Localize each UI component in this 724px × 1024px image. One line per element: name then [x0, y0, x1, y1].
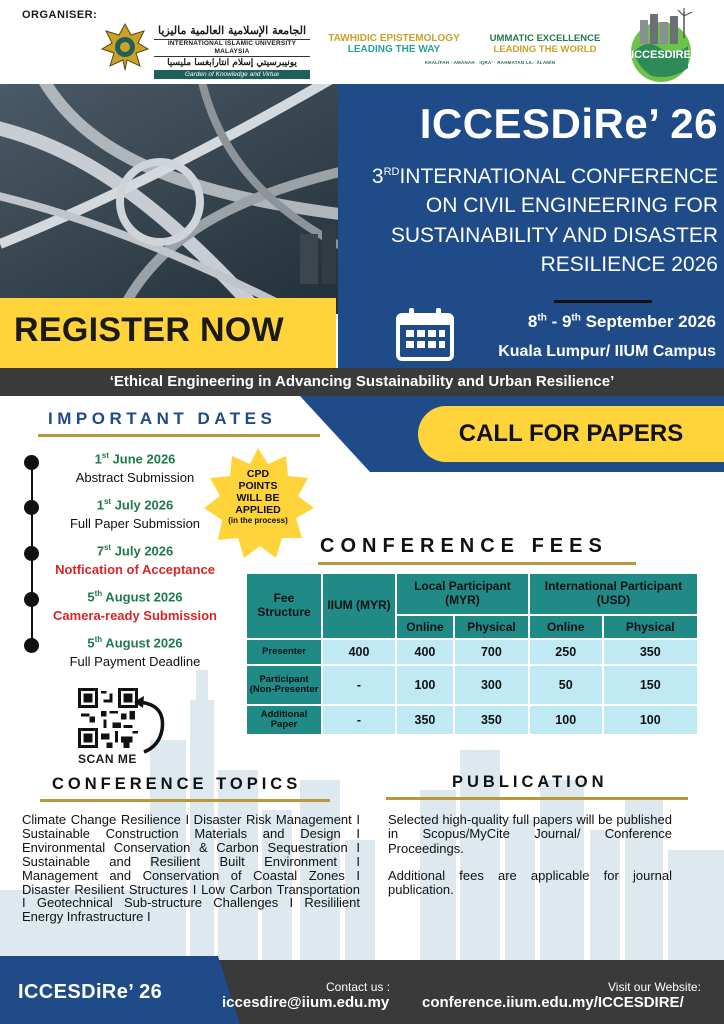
conference-topics-text: Climate Change Resilience I Disaster Risk Management I Sustainable Construction Materials and Design I Environmental Conservation & Carbon Sequestration I Sustainable and Resilient Built Environment I Management and Conservation of Coastal Zones I Disaster Resilient Structures I Low Carbon Transportation I Geotechnical Sub-structure Challenges I Resililient Energy Infrastructure I [22, 812, 360, 925]
important-dates-title: IMPORTANT DATES [48, 409, 277, 428]
date-day: 1 [96, 497, 104, 513]
ordinal-suffix: RD [383, 166, 400, 178]
cell-intl-online: 50 [530, 666, 602, 704]
date-rest: August 2026 [102, 635, 183, 651]
header-fee-structure: Fee Structure [247, 574, 321, 638]
row-label: Presenter [247, 640, 321, 664]
timeline-dot [24, 455, 39, 470]
tagline-tawhidic [320, 33, 468, 55]
call-for-papers-label[interactable]: CALL FOR PAPERS [458, 420, 684, 447]
cell-local-online: 100 [397, 666, 453, 704]
contact-email-link[interactable]: iccesdire@iium.edu.my [222, 994, 390, 1011]
date-rest: July 2026 [111, 497, 174, 513]
table-row [247, 666, 697, 704]
scan-me-label: SCAN ME [78, 752, 137, 766]
tagline-tawhidic-bottom: LEADING THE WAY [347, 44, 441, 55]
tagline-ummatic-top: UMMATIC EXCELLENCE [489, 33, 601, 44]
cell-iium: - [323, 706, 395, 734]
cpd-line-4: APPLIED [235, 504, 281, 517]
conference-fees-underline [318, 562, 636, 565]
cpd-line-3: WILL BE [236, 492, 280, 505]
fees-header-row [247, 574, 697, 614]
timeline-dot [24, 638, 39, 653]
timeline-desc: Full Payment Deadline [69, 654, 201, 669]
subtitle-line-2: ON CIVIL ENGINEERING FOR [425, 194, 718, 218]
cell-local-physical: 300 [455, 666, 528, 704]
cell-iium: - [323, 666, 395, 704]
important-dates-underline [38, 434, 320, 437]
header-iium: IIUM (MYR) [323, 574, 395, 638]
tagline-ummatic-bottom: LEADING THE WORLD [493, 44, 597, 55]
cpd-note: (in the process) [228, 516, 288, 526]
date-day: 7 [96, 543, 104, 559]
timeline-desc: Camera-ready Submission [52, 608, 217, 623]
header-international: International Participant (USD) [530, 574, 697, 614]
conference-theme: ‘Ethical Engineering in Advancing Sustainability and Urban Resilience’ [109, 373, 615, 390]
row-label: Additional Paper [247, 706, 321, 734]
row-label: Participant (Non-Presenter [247, 666, 321, 704]
cell-intl-online: 100 [530, 706, 602, 734]
cell-intl-physical: 150 [604, 666, 697, 704]
iium-tagline: Garden of Knowledge and Virtue [154, 70, 310, 79]
header-local: Local Participant (MYR) [397, 574, 528, 614]
qr-code[interactable] [78, 688, 138, 748]
register-now-button[interactable]: REGISTER NOW [14, 311, 284, 349]
subheader-online: Online [397, 616, 453, 638]
subtitle-line-4: RESILIENCE 2026 [540, 253, 718, 277]
date-rest: July 2026 [111, 543, 174, 559]
date-end-suffix: th [571, 312, 581, 324]
tagline-tawhidic-top: TAWHIDIC EPISTEMOLOGY [328, 33, 460, 44]
cpd-label [212, 468, 304, 525]
cell-iium: 400 [323, 640, 395, 664]
cell-intl-physical: 350 [604, 640, 697, 664]
cpd-line-1: CPD [246, 468, 270, 480]
publication-title: PUBLICATION [452, 773, 608, 791]
conference-subtitle [340, 162, 718, 280]
ordinal-number: 3 [371, 165, 384, 188]
contact-label: Contact us : [326, 980, 391, 994]
conference-title: ICCESDiRe’ 26 [419, 100, 718, 147]
conference-venue: Kuala Lumpur/ IIUM Campus [498, 343, 716, 360]
footer-brand: ICCESDiRe’ 26 [18, 981, 163, 1003]
cell-local-physical: 700 [455, 640, 528, 664]
timeline-date [40, 589, 230, 604]
date-day: 5 [87, 589, 95, 605]
conference-topics-title: CONFERENCE TOPICS [52, 775, 302, 793]
subheader-physical: Physical [455, 616, 528, 638]
iium-jawi-name: يونيبرسيتي إسلام انتارابغسا مليسيا [167, 58, 297, 68]
timeline-dot [24, 546, 39, 561]
iium-arabic-name: الجامعة الإسلامية العالمية ماليزيا [157, 24, 307, 37]
date-suffix: st [103, 543, 112, 552]
iium-english-name: INTERNATIONAL ISLAMIC UNIVERSITY MALAYSIA [154, 39, 310, 57]
date-end-day: - 9 [546, 312, 572, 331]
timeline-desc: Full Paper Submission [69, 516, 201, 531]
date-month-year: September 2026 [580, 312, 716, 331]
title-divider [554, 300, 652, 303]
conference-fees-title: CONFERENCE FEES [320, 535, 608, 557]
tagline-ummatic [470, 33, 620, 55]
date-start-suffix: th [537, 312, 547, 324]
iccesdire-logo-text: ICCESDIRE [631, 49, 691, 61]
organiser-label: ORGANISER: [22, 9, 98, 21]
subtitle-line-1: INTERNATIONAL CONFERENCE [399, 165, 718, 188]
iium-emblem-icon [100, 22, 150, 72]
iium-logo [100, 18, 310, 84]
cell-local-physical: 350 [455, 706, 528, 734]
cell-local-online: 350 [397, 706, 453, 734]
cell-local-online: 400 [397, 640, 453, 664]
date-rest: August 2026 [102, 589, 183, 605]
cell-intl-online: 250 [530, 640, 602, 664]
timeline-desc: Abstract Submission [75, 470, 195, 485]
tagline-values: KHALĪFAH · AMĀNAH · IQRA' · RAHMATAN LIL-ʿĀLAMĪN [424, 60, 556, 65]
date-day: 5 [87, 635, 95, 651]
date-suffix: st [101, 451, 109, 460]
table-row [247, 706, 697, 734]
conference-dates [440, 312, 716, 332]
website-link[interactable]: conference.iium.edu.my/ICCESDIRE/ [422, 994, 684, 1011]
timeline-dot [24, 500, 39, 515]
subheader-physical: Physical [604, 616, 697, 638]
website-label: Visit our Website: [608, 980, 701, 994]
table-row [247, 640, 697, 664]
date-suffix: th [94, 635, 103, 644]
date-suffix: st [103, 497, 112, 506]
publication-underline [386, 797, 688, 800]
date-suffix: th [94, 589, 103, 598]
date-day: 1 [94, 451, 102, 467]
publication-text: Selected high-quality full papers will be published in Scopus/MyCite Journal/ Conference Proceedings. [388, 812, 672, 856]
date-start-day: 8 [527, 312, 538, 331]
conference-topics-underline [40, 799, 330, 802]
cell-intl-physical: 100 [604, 706, 697, 734]
cpd-line-2: POINTS [238, 480, 278, 493]
curved-arrow-icon [132, 694, 172, 756]
date-rest: June 2026 [108, 451, 176, 467]
fees-table [245, 572, 699, 736]
timeline-desc: Notfication of Acceptance [55, 562, 215, 577]
timeline-dot [24, 592, 39, 607]
iccesdire-logo [622, 8, 700, 86]
subtitle-line-3: SUSTAINABILITY AND DISASTER [390, 223, 718, 247]
subheader-online: Online [530, 616, 602, 638]
publication-fee-note: Additional fees are applicable for journal publication. [388, 868, 672, 898]
timeline-date [40, 635, 230, 650]
